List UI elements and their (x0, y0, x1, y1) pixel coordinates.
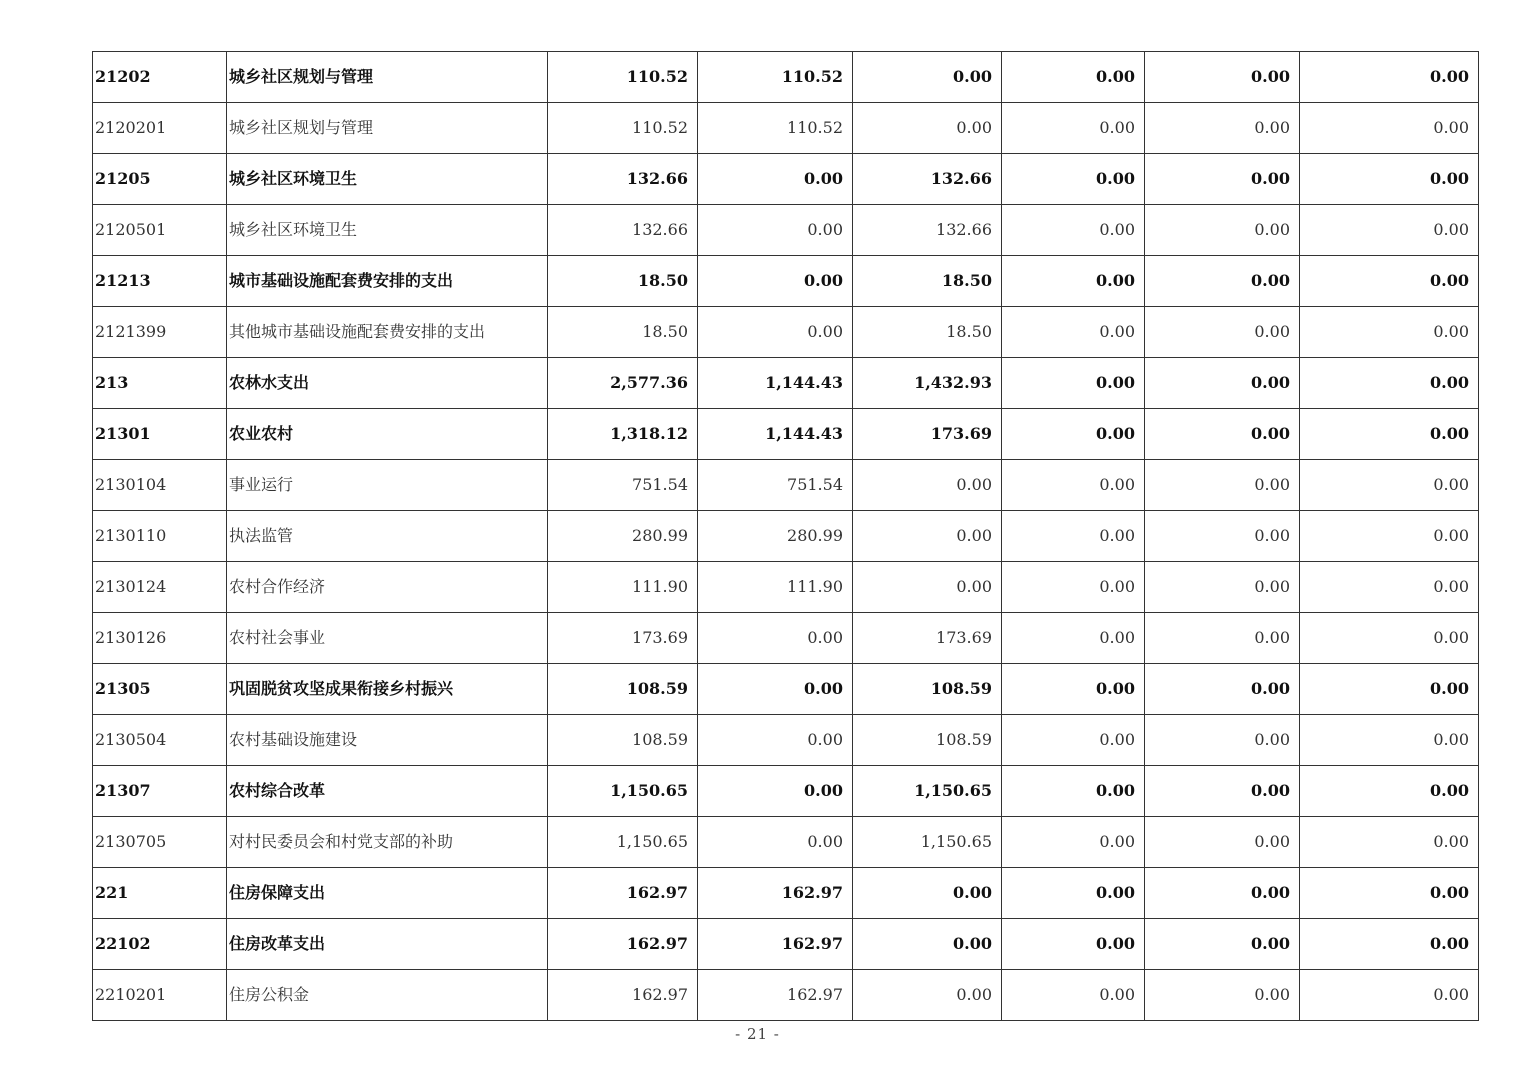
cell-value: 0.00 (1300, 613, 1479, 664)
cell-value: 0.00 (698, 205, 853, 256)
cell-value: 0.00 (853, 103, 1002, 154)
cell-value: 1,318.12 (548, 409, 698, 460)
cell-value: 0.00 (853, 511, 1002, 562)
cell-value: 0.00 (1300, 970, 1479, 1021)
cell-value: 0.00 (1002, 817, 1145, 868)
cell-subject-name: 农业农村 (227, 409, 548, 460)
cell-value: 0.00 (1002, 307, 1145, 358)
cell-value: 173.69 (853, 613, 1002, 664)
cell-value: 0.00 (853, 919, 1002, 970)
cell-value: 751.54 (698, 460, 853, 511)
cell-subject-code: 21205 (93, 154, 227, 205)
cell-value: 1,150.65 (853, 766, 1002, 817)
cell-subject-name: 城市基础设施配套费安排的支出 (227, 256, 548, 307)
table-row (93, 154, 1479, 205)
cell-subject-name: 巩固脱贫攻坚成果衔接乡村振兴 (227, 664, 548, 715)
cell-subject-code: 21213 (93, 256, 227, 307)
cell-value: 0.00 (1002, 613, 1145, 664)
cell-value: 280.99 (698, 511, 853, 562)
cell-value: 0.00 (1300, 664, 1479, 715)
cell-value: 1,432.93 (853, 358, 1002, 409)
cell-value: 0.00 (1300, 205, 1479, 256)
cell-value: 0.00 (1002, 511, 1145, 562)
cell-value: 0.00 (1002, 766, 1145, 817)
cell-subject-name: 住房改革支出 (227, 919, 548, 970)
cell-value: 0.00 (1300, 154, 1479, 205)
cell-value: 162.97 (698, 919, 853, 970)
cell-value: 0.00 (1002, 358, 1145, 409)
cell-value: 108.59 (548, 715, 698, 766)
table-row (93, 52, 1479, 103)
cell-value: 0.00 (1300, 919, 1479, 970)
cell-value: 0.00 (1145, 562, 1300, 613)
table-row (93, 715, 1479, 766)
cell-value: 0.00 (1300, 868, 1479, 919)
cell-subject-code: 22102 (93, 919, 227, 970)
cell-subject-name: 城乡社区规划与管理 (227, 103, 548, 154)
cell-value: 0.00 (1145, 970, 1300, 1021)
table-row (93, 970, 1479, 1021)
cell-subject-code: 221 (93, 868, 227, 919)
cell-value: 0.00 (1002, 256, 1145, 307)
cell-value: 18.50 (548, 256, 698, 307)
cell-value: 173.69 (853, 409, 1002, 460)
cell-value: 162.97 (698, 868, 853, 919)
cell-value: 162.97 (698, 970, 853, 1021)
cell-value: 18.50 (548, 307, 698, 358)
cell-subject-name: 农村社会事业 (227, 613, 548, 664)
cell-value: 0.00 (1145, 52, 1300, 103)
cell-value: 0.00 (1300, 766, 1479, 817)
cell-subject-code: 2120201 (93, 103, 227, 154)
cell-value: 0.00 (698, 256, 853, 307)
cell-value: 110.52 (548, 103, 698, 154)
cell-subject-code: 2130110 (93, 511, 227, 562)
cell-value: 0.00 (1002, 103, 1145, 154)
cell-value: 0.00 (1300, 409, 1479, 460)
cell-value: 108.59 (548, 664, 698, 715)
cell-value: 0.00 (698, 715, 853, 766)
cell-value: 0.00 (1145, 868, 1300, 919)
cell-value: 132.66 (548, 154, 698, 205)
cell-subject-name: 农村基础设施建设 (227, 715, 548, 766)
cell-subject-name: 其他城市基础设施配套费安排的支出 (227, 307, 548, 358)
cell-subject-name: 农村综合改革 (227, 766, 548, 817)
cell-subject-code: 21301 (93, 409, 227, 460)
table-row (93, 409, 1479, 460)
cell-value: 111.90 (698, 562, 853, 613)
table-body (93, 52, 1479, 1021)
cell-value: 108.59 (853, 715, 1002, 766)
cell-value: 0.00 (1002, 154, 1145, 205)
cell-value: 162.97 (548, 919, 698, 970)
cell-subject-code: 2121399 (93, 307, 227, 358)
cell-value: 18.50 (853, 256, 1002, 307)
cell-value: 0.00 (853, 970, 1002, 1021)
cell-value: 0.00 (1145, 766, 1300, 817)
cell-subject-name: 农村合作经济 (227, 562, 548, 613)
cell-value: 0.00 (698, 817, 853, 868)
cell-value: 0.00 (1300, 562, 1479, 613)
table-row (93, 919, 1479, 970)
cell-value: 0.00 (1002, 562, 1145, 613)
cell-value: 132.66 (548, 205, 698, 256)
cell-value: 0.00 (1145, 103, 1300, 154)
cell-subject-code: 2130126 (93, 613, 227, 664)
cell-value: 162.97 (548, 970, 698, 1021)
cell-subject-name: 对村民委员会和村党支部的补助 (227, 817, 548, 868)
cell-value: 0.00 (1145, 307, 1300, 358)
cell-subject-name: 城乡社区环境卫生 (227, 154, 548, 205)
cell-value: 0.00 (1300, 52, 1479, 103)
cell-value: 1,144.43 (698, 358, 853, 409)
cell-value: 0.00 (1145, 715, 1300, 766)
cell-value: 0.00 (1002, 409, 1145, 460)
cell-subject-name: 住房保障支出 (227, 868, 548, 919)
cell-value: 0.00 (1300, 358, 1479, 409)
cell-subject-name: 农林水支出 (227, 358, 548, 409)
cell-value: 1,144.43 (698, 409, 853, 460)
cell-value: 0.00 (853, 868, 1002, 919)
cell-value: 18.50 (853, 307, 1002, 358)
cell-value: 0.00 (1300, 307, 1479, 358)
cell-subject-name: 事业运行 (227, 460, 548, 511)
cell-value: 751.54 (548, 460, 698, 511)
cell-subject-code: 2130705 (93, 817, 227, 868)
cell-value: 0.00 (698, 664, 853, 715)
cell-value: 132.66 (853, 205, 1002, 256)
cell-value: 0.00 (1145, 460, 1300, 511)
cell-subject-code: 2120501 (93, 205, 227, 256)
cell-value: 0.00 (1145, 205, 1300, 256)
cell-value: 110.52 (548, 52, 698, 103)
table-row (93, 358, 1479, 409)
cell-subject-name: 城乡社区环境卫生 (227, 205, 548, 256)
table-row (93, 562, 1479, 613)
cell-value: 0.00 (1145, 613, 1300, 664)
cell-value: 0.00 (1145, 154, 1300, 205)
table-row (93, 868, 1479, 919)
table-row (93, 817, 1479, 868)
table-row (93, 511, 1479, 562)
cell-value: 111.90 (548, 562, 698, 613)
cell-value: 0.00 (1300, 256, 1479, 307)
cell-value: 0.00 (1300, 511, 1479, 562)
cell-value: 0.00 (1145, 511, 1300, 562)
cell-value: 0.00 (1145, 256, 1300, 307)
table-row (93, 613, 1479, 664)
cell-value: 132.66 (853, 154, 1002, 205)
cell-subject-name: 城乡社区规划与管理 (227, 52, 548, 103)
cell-value: 1,150.65 (548, 766, 698, 817)
cell-value: 0.00 (1002, 52, 1145, 103)
cell-value: 0.00 (698, 766, 853, 817)
table-row (93, 664, 1479, 715)
cell-subject-code: 21202 (93, 52, 227, 103)
cell-value: 1,150.65 (548, 817, 698, 868)
cell-value: 0.00 (1300, 715, 1479, 766)
cell-value: 0.00 (698, 613, 853, 664)
cell-value: 0.00 (1300, 103, 1479, 154)
table-row (93, 205, 1479, 256)
cell-value: 0.00 (698, 154, 853, 205)
page-number: - 21 - (735, 1025, 780, 1043)
cell-subject-code: 2130104 (93, 460, 227, 511)
cell-value: 110.52 (698, 52, 853, 103)
cell-value: 0.00 (1145, 358, 1300, 409)
cell-value: 0.00 (1145, 664, 1300, 715)
cell-subject-code: 2130504 (93, 715, 227, 766)
table-row (93, 307, 1479, 358)
cell-value: 280.99 (548, 511, 698, 562)
cell-subject-name: 执法监管 (227, 511, 548, 562)
cell-value: 0.00 (1300, 817, 1479, 868)
cell-value: 0.00 (1002, 970, 1145, 1021)
table-row (93, 103, 1479, 154)
cell-value: 110.52 (698, 103, 853, 154)
budget-table (92, 51, 1479, 1021)
cell-value: 162.97 (548, 868, 698, 919)
cell-value: 108.59 (853, 664, 1002, 715)
cell-value: 0.00 (1002, 664, 1145, 715)
cell-value: 173.69 (548, 613, 698, 664)
cell-value: 0.00 (1002, 460, 1145, 511)
cell-value: 0.00 (1002, 205, 1145, 256)
cell-value: 2,577.36 (548, 358, 698, 409)
cell-value: 1,150.65 (853, 817, 1002, 868)
cell-subject-code: 2210201 (93, 970, 227, 1021)
cell-value: 0.00 (853, 460, 1002, 511)
cell-subject-code: 2130124 (93, 562, 227, 613)
cell-value: 0.00 (1002, 715, 1145, 766)
cell-value: 0.00 (1002, 919, 1145, 970)
cell-value: 0.00 (1145, 817, 1300, 868)
cell-value: 0.00 (1145, 919, 1300, 970)
cell-subject-name: 住房公积金 (227, 970, 548, 1021)
cell-value: 0.00 (1145, 409, 1300, 460)
cell-value: 0.00 (698, 307, 853, 358)
cell-subject-code: 213 (93, 358, 227, 409)
cell-value: 0.00 (853, 562, 1002, 613)
cell-value: 0.00 (1002, 868, 1145, 919)
table-row (93, 766, 1479, 817)
cell-subject-code: 21305 (93, 664, 227, 715)
table-row (93, 460, 1479, 511)
cell-value: 0.00 (1300, 460, 1479, 511)
cell-subject-code: 21307 (93, 766, 227, 817)
table-row (93, 256, 1479, 307)
cell-value: 0.00 (853, 52, 1002, 103)
